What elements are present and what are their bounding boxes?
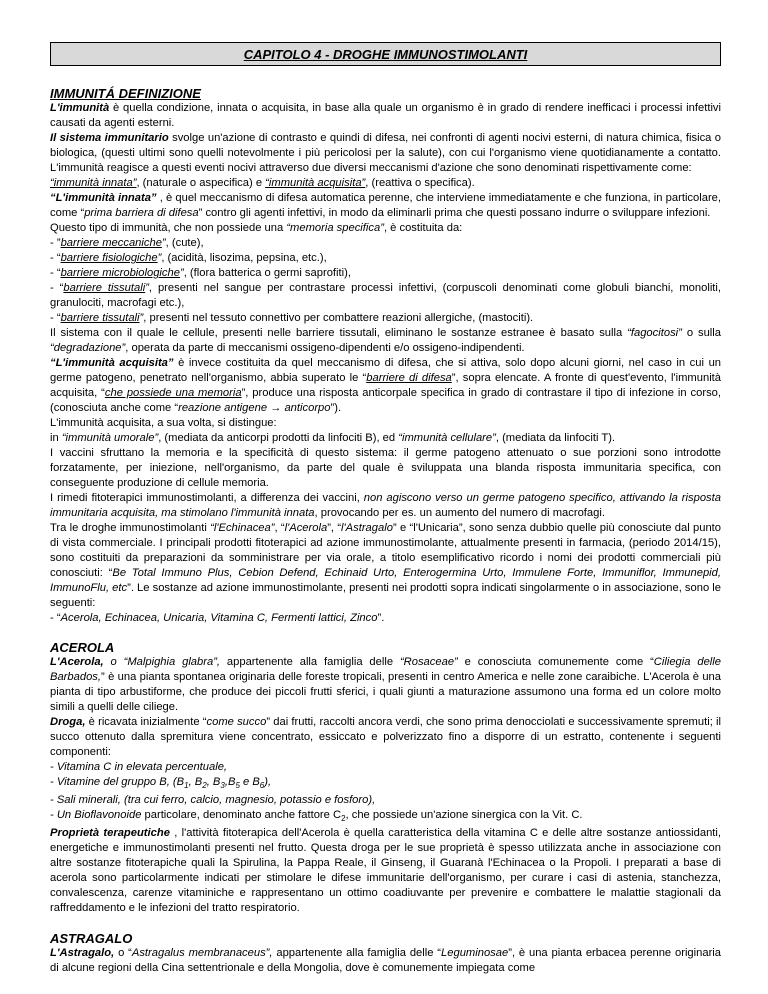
text-run: L'Astragalo,	[50, 947, 115, 960]
text-run: ” contro gli agenti infettivi, in modo da eliminarli prima che questi possano indurre o sviluppare infezioni.	[198, 207, 711, 219]
text-run: particolare, denominato anche fattore C	[141, 809, 342, 822]
text-run: , presenti nel sangue per contrastare processi infettivi, (corpuscoli denominati come globuli bianchi, monoliti, granulociti, macrofagi etc.),	[50, 282, 722, 309]
text-run: “L'immunità acquisita”	[50, 357, 174, 369]
text-run: , l'attività fitoterapica dell'Acerola è quella caratteristica della vitamina C e delle altre sostanze antiossidanti, energetiche e immunostimolanti presenti nel frutto. Questa droga per le sue proprietà è spesso utilizzata anche in associazione con altre sostanze fitoterapiche quali la Spirulina, la Pappa Reale, il Ginseng, il Guaranà l'Echinacea o la Propoli. I preparati a base di acerola sono particolarmente indicati per stimolare le difese immunitarie dell'organismo, per curare i casi di astenia, stanchezza, convalescenza, carenze vitaminiche e rappresentano un ottimo coadiuvante per prevenire e combattere le malattie stagionali da raffreddamento e le infezioni del tratto respiratorio.	[50, 827, 722, 915]
text-run: ”, “	[327, 522, 342, 534]
document-page	[50, 42, 721, 976]
text-run: barriere microbiologiche	[60, 267, 180, 279]
text-run: Tra le droghe immunostimolanti	[50, 522, 211, 534]
text-run: “l'Echinacea”	[210, 522, 275, 534]
text-run: ”, è una pianta erbacea perenne originaria di alcune regioni della Cina settentrionale e della Mongolia, dove è comunemente impiegata come	[50, 947, 722, 975]
paragraph	[50, 655, 721, 715]
paragraph	[50, 793, 721, 808]
section-acerola	[50, 640, 721, 916]
text-run: 6	[259, 781, 265, 791]
paragraph	[50, 715, 721, 760]
text-run: o “Malpighia glabra”,	[110, 656, 221, 668]
text-run: barriere tissutali	[60, 312, 140, 324]
paragraph	[50, 131, 721, 176]
text-run: barriere tissutali	[63, 282, 146, 294]
paragraph	[50, 775, 721, 793]
text-run: o sulla	[681, 327, 721, 339]
text-run: l'Acerola	[284, 522, 328, 534]
paragraph	[50, 521, 721, 611]
paragraph	[50, 221, 721, 236]
text-run: Acerola, Echinacea, Unicaria, Vitamina C, Fermenti lattici, Zinco	[60, 612, 378, 624]
text-run: 3	[220, 781, 225, 791]
text-run: appartenente alla famiglia delle	[220, 656, 400, 668]
text-run: l'Astragalo	[341, 522, 393, 534]
text-run: prima barriera di difesa	[84, 207, 199, 219]
text-run: , B	[206, 776, 221, 788]
text-run: 2	[341, 814, 346, 824]
paragraph	[50, 431, 721, 446]
text-run: reazione antigene → anticorpo	[178, 402, 331, 414]
text-run: non agiscono verso un germe patogeno specifico, attivando la risposta immunitaria acquisita, ma stimolano l'immunità innata	[50, 492, 721, 519]
section-body-astragalo	[50, 946, 721, 976]
text-run: L'immunità	[50, 102, 110, 114]
paragraph	[50, 416, 721, 431]
text-run: o “	[118, 947, 132, 960]
text-run: in	[50, 432, 62, 444]
text-run: ”.	[377, 612, 385, 624]
section-astragalo	[50, 931, 721, 976]
text-run: “Rosaceae”	[399, 656, 458, 668]
paragraph	[50, 446, 721, 491]
text-run: , operata da parte di meccanismi ossigeno-dipendenti e/o ossigeno-indipendenti.	[125, 342, 525, 354]
paragraph	[50, 326, 721, 356]
paragraph	[50, 826, 721, 916]
text-run: “memoria specifica”	[286, 222, 384, 234]
text-run: , “	[274, 522, 285, 534]
paragraph	[50, 281, 721, 311]
text-run: Questo tipo di immunità, che non possiede una	[50, 222, 287, 234]
paragraph	[50, 266, 721, 281]
text-run: come succo	[206, 716, 267, 728]
paragraph	[50, 236, 721, 251]
text-run: svolge un'azione di contrasto e quindi di difesa, nei confronti di agenti nocivi esterni, di natura chimica, fisica o biologica, (questi ultimi sono quelli notevolmente i più pericolosi per la salute), con cui l'organismo viene quotidianamente a contatto. L'immunità reagisce a questi eventi nocivi attraverso due diversi meccanismi d'azione che sono denominati rispettivamente come:	[50, 132, 722, 174]
text-run: - “	[50, 267, 61, 279]
text-run: 5	[235, 781, 240, 791]
text-run: ,B	[224, 776, 236, 788]
text-run: “immunità acquisita”	[265, 177, 366, 189]
text-run: - “	[50, 612, 61, 624]
text-run: Be Total Immuno Plus, Cebion Defend, Echinaid Urto, Enterogermina Urto, Immulene Forte, Immuniflor, Immunepid, ImmunoFlu, etc	[50, 567, 721, 594]
text-run: “immunità cellulare”	[398, 432, 496, 444]
text-run: ”. Le sostanze ad azione immunostimolante, presenti nei prodotti sopra indicati singolarmente o in associazione, sono le seguenti:	[50, 582, 722, 609]
text-run: ”).	[330, 402, 342, 414]
text-run: , (cute),	[165, 237, 204, 249]
text-run: ”	[139, 312, 144, 324]
text-run: appartenente alla famiglia delle “	[272, 947, 442, 960]
text-run: è ricavata inizialmente “	[88, 716, 207, 728]
paragraph	[50, 191, 721, 221]
text-run: - ”	[50, 237, 61, 249]
text-run: Il sistema immunitario	[50, 132, 169, 144]
chapter-title-box	[50, 42, 721, 66]
text-run: , che possiede un'azione sinergica con la Vit. C.	[345, 809, 583, 822]
text-run: - Sali minerali, (tra cui ferro, calcio, magnesio, potassio e fosforo),	[50, 794, 376, 807]
section-body-acerola	[50, 655, 721, 916]
paragraph	[50, 311, 721, 326]
text-run: è quella condizione, innata o acquisita, in base alla quale un organismo è in grado di rendere inefficaci i processi infettivi causati da agenti esterni.	[50, 102, 722, 129]
text-run: , presenti nel tessuto connettivo per combattere reazioni allergiche, (mastociti).	[143, 312, 534, 324]
text-run: che possiede una memoria	[104, 387, 242, 399]
text-run: e B	[239, 776, 260, 788]
text-run: , è costituita da:	[383, 222, 463, 234]
section-heading-astragalo: ASTRAGALO	[50, 931, 133, 947]
text-run: 1	[184, 781, 189, 791]
text-run: barriere meccaniche	[60, 237, 162, 249]
text-run: , (mediata da anticorpi prodotti da linfociti B), ed	[158, 432, 399, 444]
text-run: barriere fisiologiche	[60, 252, 158, 264]
text-run: , (mediata da linfociti T).	[495, 432, 616, 444]
text-run: I rimedi fitoterapici immunostimolanti, a differenza dei vaccini,	[50, 492, 364, 504]
text-run: “immunità innata”	[50, 177, 137, 189]
text-run: - Un Bioflavonoide	[50, 809, 142, 822]
text-run: ”	[179, 267, 184, 279]
text-run: è invece costituita da quel meccanismo di difesa, che si attiva, solo dopo alcuni giorni, nel caso in cui un germe patogeno, penetrato nell'organismo, abbia superato le “	[50, 357, 722, 384]
text-run: - Vitamina C in elevata percentuale,	[50, 761, 228, 773]
text-run: Il sistema con il quale le cellule, presenti nelle barriere tissutali, eliminano le sostanze estranee è basato sulla	[50, 327, 628, 339]
text-run: Ciliegia delle Barbados,	[50, 656, 721, 683]
text-run: , è quel meccanismo di difesa automatica perenne, che interviene immediatamente e che funziona, in particolare, come “	[50, 192, 722, 219]
text-run: Leguminosae	[441, 947, 509, 960]
text-run: Astragalus membranaceus”,	[131, 947, 273, 960]
text-run: Proprietà terapeutiche	[50, 827, 170, 840]
text-run: I vaccini sfruttano la memoria e la specificità di questo sistema: il germe patogeno attenuato o sue porzioni sono introdotte forzatamente, per iniezione, nell'organismo, da parte del quale è sviluppata una blanda risposta immunitaria specifica, con conseguente produzione di cellule memoria.	[50, 447, 721, 489]
text-run: “immunità umorale”	[61, 432, 159, 444]
text-run: - “	[50, 252, 61, 264]
paragraph	[50, 808, 721, 826]
text-run: , (acidità, lisozima, pepsina, etc.),	[161, 252, 327, 264]
text-run: - Vitamine del gruppo B, (B	[50, 776, 185, 788]
text-run: ” è una pianta spontanea originaria delle foreste tropicali, presenti in centro America e nelle zone caraibiche. L'Acerola è una pianta di tipo arbustiforme, che produce dei piccoli frutti sferici, i quali giunti a maturazione assumono una forma ed un colore molto simili a quelli delle ciliege.	[50, 671, 721, 713]
paragraph	[50, 356, 721, 416]
text-run: , B	[188, 776, 203, 788]
paragraph	[50, 611, 721, 626]
section-heading-immunita: IMMUNITÁ DEFINIZIONE	[50, 86, 201, 101]
text-run: ” dai frutti, raccolti ancora verdi, che sono prima denocciolati e successivamente spremuti; il succo ottenuto dalla spremitura viene concentrato, essiccato e polverizzato fino a disporre di un estratto, contenente i seguenti componenti:	[50, 716, 721, 758]
text-run: Droga,	[50, 716, 86, 728]
text-run: ” e “l'Unicaria”, sono senza dubbio quelle più conosciute dal punto di vista commerciale. I principali prodotti fitoterapici ad azione immunostimolante, attualmente presenti in farmacia, (periodo 2014/15), sono costituiti da preparazioni da somministrare per via orale, a titolo esemplificativo ricordo i nomi dei prodotti commerciali più conosciuti: “	[50, 522, 721, 579]
paragraph	[50, 101, 721, 131]
text-run: ”	[145, 282, 149, 294]
paragraph	[50, 491, 721, 521]
paragraph	[50, 760, 721, 775]
section-immunita	[50, 86, 721, 626]
text-run: ”, sopra elencate. A fronte di quest'evento, l'immunità acquisita, “	[50, 372, 722, 399]
text-run: “degradazione”	[50, 342, 126, 354]
text-run: , (flora batterica o germi saprofiti),	[183, 267, 351, 279]
text-run: “L'immunità innata”	[50, 192, 157, 204]
text-run: e conosciuta comunemente come “	[457, 656, 654, 668]
paragraph	[50, 946, 721, 976]
text-run: ”	[161, 237, 166, 249]
section-heading-acerola: ACEROLA	[50, 640, 115, 655]
text-run: L'immunità acquisita, a sua volta, si distingue:	[50, 417, 277, 429]
text-run: - “	[50, 282, 64, 294]
text-run: - “	[50, 312, 61, 324]
text-run: 2	[202, 781, 207, 791]
text-run: ”	[157, 252, 162, 264]
text-run: “fagocitosi”	[627, 327, 682, 339]
section-body-immunita	[50, 101, 721, 626]
text-run: L'Acerola,	[50, 656, 104, 668]
paragraph	[50, 176, 721, 191]
paragraph	[50, 251, 721, 266]
text-run: , (naturale o aspecifica) e	[136, 177, 266, 189]
text-run: ),	[264, 776, 272, 788]
text-run: , provocando per es. un aumento del numero di macrofagi.	[314, 507, 605, 519]
text-run: , (reattiva o specifica).	[365, 177, 475, 189]
chapter-title: CAPITOLO 4 - DROGHE IMMUNOSTIMOLANTI	[243, 46, 528, 62]
text-run: ”, produce una risposta anticorpale specifica in grado di contrastare il tipo di infezione in corso, (conosciuta anche come “	[50, 387, 721, 414]
text-run: barriere di difesa	[366, 372, 452, 384]
